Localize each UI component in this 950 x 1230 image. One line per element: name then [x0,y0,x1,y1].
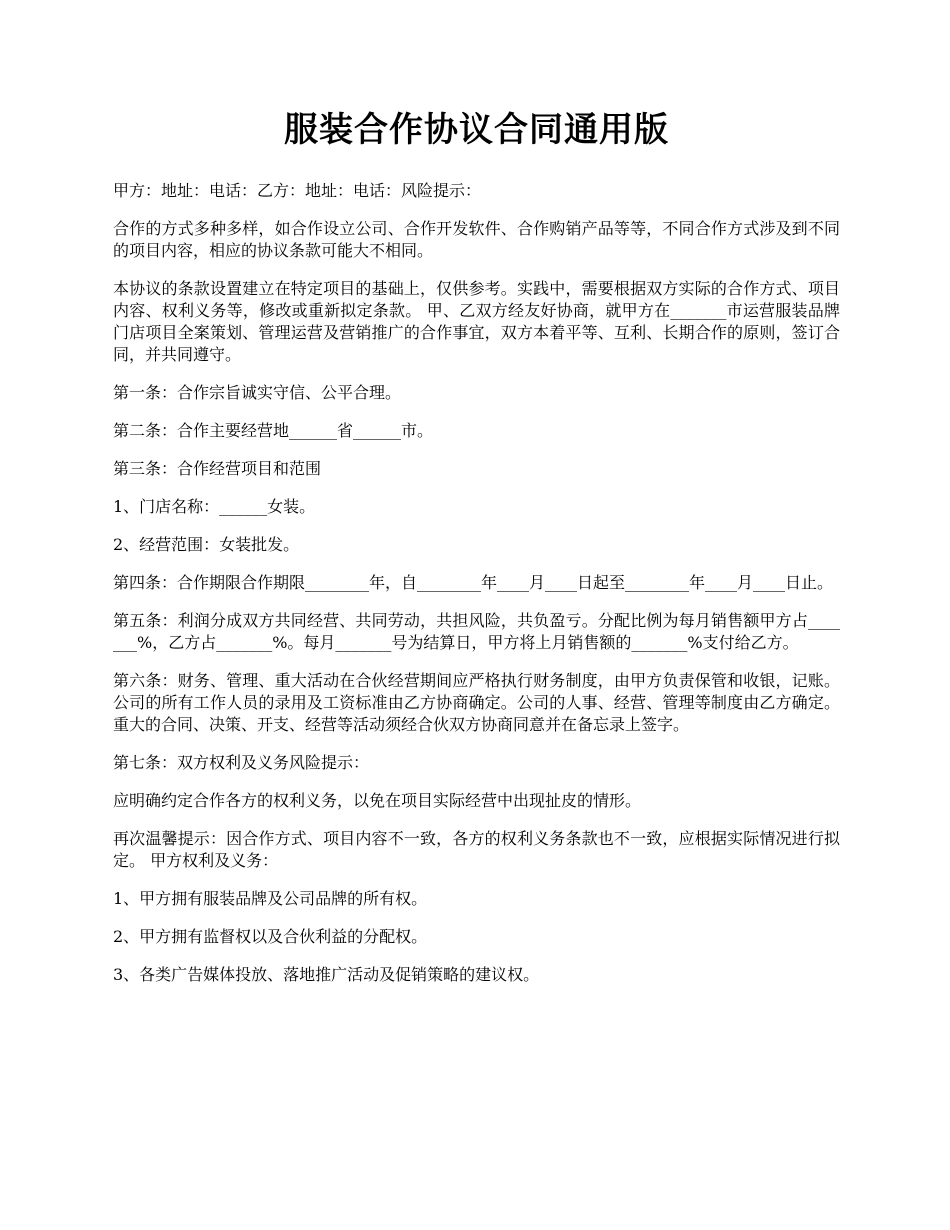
article-6: 第六条：财务、管理、重大活动在合伙经营期间应严格执行财务制度，由甲方负责保管和收银，记账。公司的所有工作人员的录用及工资标准由乙方协商确定。公司的人事、经营、管理等制度由乙方确定。重大的合同、决策、开支、经营等活动须经合伙双方协商同意并在备忘录上签字。 [113,671,840,734]
article-3-item-1: 1、门店名称：______女装。 [113,497,316,516]
paragraph-basis: 本协议的条款设置建立在特定项目的基础上，仅供参考。实践中，需要根据双方实际的合作方式、项目内容、权利义务等，修改或重新拟定条款。 甲、乙双方经友好协商，就甲方在_______市运营服装品牌门店项目全案策划、管理运营及营销推广的合作事宜，双方本着平等、互利、长期合作的原则，签订合同，并共同遵守。 [113,279,840,364]
article-4: 第四条：合作期限合作期限________年，自________年____月____日起至________年____月____日止。 [113,573,834,592]
reminder-note: 再次温馨提示：因合作方式、项目内容不一致，各方的权利义务条款也不一致，应根据实际情况进行拟定。 甲方权利及义务： [113,829,840,870]
article-2: 第二条：合作主要经营地______省______市。 [113,421,434,440]
article-7: 第七条：双方权利及义务风险提示： [113,753,370,772]
paragraph-cooperation-methods: 合作的方式多种多样，如合作设立公司、合作开发软件、合作购销产品等等，不同合作方式涉及到不同的项目内容，相应的协议条款可能大不相同。 [113,219,840,260]
party-a-right-2: 2、甲方拥有监督权以及合伙利益的分配权。 [113,927,428,946]
article-3: 第三条：合作经营项目和范围 [113,459,322,478]
article-1: 第一条：合作宗旨诚实守信、公平合理。 [113,383,402,402]
risk-note: 应明确约定合作各方的权利义务，以免在项目实际经营中出现扯皮的情形。 [113,791,642,810]
party-info: 甲方：地址：电话：乙方：地址：电话：风险提示： [113,181,482,200]
article-3-item-2: 2、经营范围：女装批发。 [113,535,300,554]
article-5: 第五条：利润分成双方共同经营、共同劳动，共担风险，共负盈亏。分配比例为每月销售额甲方占_______%，乙方占_______%。每月_______号为结算日，甲方将上月销售额的_______%支付给乙方。 [113,611,840,652]
party-a-right-3: 3、各类广告媒体投放、落地推广活动及促销策略的建议权。 [113,965,540,984]
party-a-right-1: 1、甲方拥有服装品牌及公司品牌的所有权。 [113,889,428,908]
document-title: 服装合作协议合同通用版 [284,110,669,150]
